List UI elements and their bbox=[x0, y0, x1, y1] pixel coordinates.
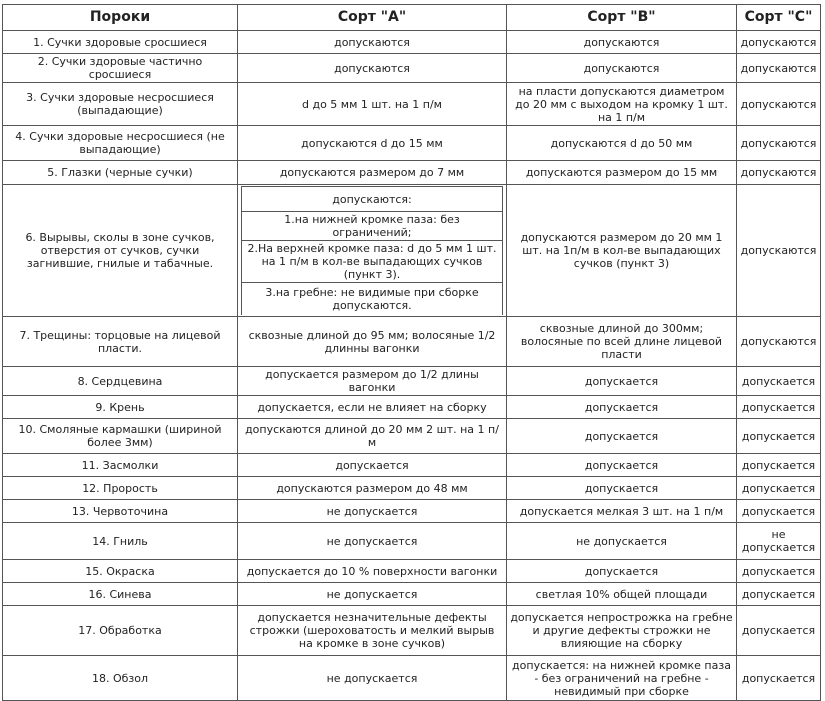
grade-c-value: допускается bbox=[737, 500, 821, 523]
defect-name: 11. Засмолки bbox=[3, 454, 238, 477]
table-row bbox=[3, 500, 821, 523]
grade-a-value: допускаются размером до 48 мм bbox=[238, 477, 507, 500]
grade-b-value: допускается bbox=[507, 560, 737, 583]
defect-name: 2. Сучки здоровые частично сросшиеся bbox=[3, 54, 238, 83]
header-grade-b: Сорт "В" bbox=[507, 5, 737, 31]
grade-b-value: допускается непрострожка на гребне и другие дефекты строжки не влияющие на сборку bbox=[507, 606, 737, 656]
table-row bbox=[3, 583, 821, 606]
defect-name: 3. Сучки здоровые несросшиеся (выпадающие) bbox=[3, 83, 238, 126]
grade-b-value: не допускается bbox=[507, 523, 737, 560]
grade-a-value: не допускается bbox=[238, 500, 507, 523]
grade-b-value: допускаются bbox=[507, 54, 737, 83]
grade-a-value: допускается до 10 % поверхности вагонки bbox=[238, 560, 507, 583]
sublist-item: 2.На верхней кромке паза: d до 5 мм 1 шт. на 1 п/м в кол-ве выпадающих сучков (пункт 3). bbox=[242, 241, 503, 283]
defect-name: 12. Прорость bbox=[3, 477, 238, 500]
grade-c-value: допускается bbox=[737, 477, 821, 500]
table-row bbox=[3, 560, 821, 583]
grade-b-value: сквозные длиной до 300мм; волосяные по всей длине лицевой пласти bbox=[507, 317, 737, 367]
grade-b-value: допускается: на нижней кромке паза - без ограничений на гребне - невидимый при сборке bbox=[507, 656, 737, 701]
grade-c-value: допускается bbox=[737, 454, 821, 477]
table-row bbox=[3, 161, 821, 185]
defect-name: 9. Крень bbox=[3, 396, 238, 419]
grade-a-value: не допускается bbox=[238, 523, 507, 560]
grade-c-value: не допускается bbox=[737, 523, 821, 560]
grade-b-value: допускаются размером до 20 мм 1 шт. на 1п/м в кол-ве выпадающих сучков (пункт 3) bbox=[507, 185, 737, 317]
grade-c-value: допускается bbox=[737, 396, 821, 419]
grade-b-value: на пласти допускаются диаметром до 20 мм с выходом на кромку 1 шт. на 1 п/м bbox=[507, 83, 737, 126]
grade-a-value: допускаются d до 15 мм bbox=[238, 126, 507, 161]
grade-c-value: допускается bbox=[737, 367, 821, 396]
table-row bbox=[3, 185, 821, 317]
grade-a-value: допускается размером до 1/2 длины вагонки bbox=[238, 367, 507, 396]
defect-name: 6. Вырывы, сколы в зоне сучков, отверстия от сучков, сучки загнившие, гнилые и табачные. bbox=[3, 185, 238, 317]
table-row bbox=[3, 606, 821, 656]
table-row bbox=[3, 454, 821, 477]
grade-c-value: допускаются bbox=[737, 317, 821, 367]
header-row bbox=[3, 5, 821, 31]
grade-c-value: допускаются bbox=[737, 185, 821, 317]
table-row bbox=[3, 523, 821, 560]
defect-name: 1. Сучки здоровые сросшиеся bbox=[3, 31, 238, 54]
table-row bbox=[3, 656, 821, 701]
grade-a-sublist bbox=[241, 186, 503, 315]
grade-b-value: допускается bbox=[507, 454, 737, 477]
grade-a-value: допускается незначительные дефекты строжки (шероховатость и мелкий вырыв на кромке в зоне сучков) bbox=[238, 606, 507, 656]
grade-c-value: допускается bbox=[737, 583, 821, 606]
grade-c-value: допускаются bbox=[737, 54, 821, 83]
table-row bbox=[3, 367, 821, 396]
defects-table bbox=[2, 4, 821, 701]
defect-name: 10. Смоляные кармашки (шириной более 3мм) bbox=[3, 419, 238, 454]
grade-b-value: светлая 10% общей площади bbox=[507, 583, 737, 606]
table-row bbox=[3, 126, 821, 161]
grade-b-value: допускается bbox=[507, 367, 737, 396]
grade-c-value: допускается bbox=[737, 419, 821, 454]
grade-b-value: допускается bbox=[507, 396, 737, 419]
grade-a-value: d до 5 мм 1 шт. на 1 п/м bbox=[238, 83, 507, 126]
defect-name: 16. Синева bbox=[3, 583, 238, 606]
defect-name: 17. Обработка bbox=[3, 606, 238, 656]
grade-a-value: сквозные длиной до 95 мм; волосяные 1/2 длинны вагонки bbox=[238, 317, 507, 367]
header-grade-c: Сорт "С" bbox=[737, 5, 821, 31]
defect-name: 13. Червоточина bbox=[3, 500, 238, 523]
sublist-item: 1.на нижней кромке паза: без ограничений; bbox=[242, 212, 503, 241]
header-defects: Пороки bbox=[3, 5, 238, 31]
table-row bbox=[3, 396, 821, 419]
sublist-item: допускаются: bbox=[242, 187, 503, 212]
grade-c-value: допускается bbox=[737, 606, 821, 656]
table-row bbox=[3, 83, 821, 126]
table-row bbox=[3, 317, 821, 367]
defect-name: 4. Сучки здоровые несросшиеся (не выпадающие) bbox=[3, 126, 238, 161]
defect-name: 18. Обзол bbox=[3, 656, 238, 701]
grade-c-value: допускаются bbox=[737, 161, 821, 185]
grade-c-value: допускается bbox=[737, 560, 821, 583]
table-row bbox=[3, 54, 821, 83]
grade-a-value: допускаются длиной до 20 мм 2 шт. на 1 п/м bbox=[238, 419, 507, 454]
grade-b-value: допускаются bbox=[507, 31, 737, 54]
grade-a-value: допускаются bbox=[238, 31, 507, 54]
grade-a-value: допускается bbox=[238, 454, 507, 477]
grade-a-value: допускается, если не влияет на сборку bbox=[238, 396, 507, 419]
table-row bbox=[3, 31, 821, 54]
grade-a-value: допускаются размером до 7 мм bbox=[238, 161, 507, 185]
header-grade-a: Сорт "А" bbox=[238, 5, 507, 31]
grade-b-value: допускается мелкая 3 шт. на 1 п/м bbox=[507, 500, 737, 523]
grade-c-value: допускаются bbox=[737, 126, 821, 161]
grade-c-value: допускается bbox=[737, 656, 821, 701]
grade-b-value: допускаются размером до 15 мм bbox=[507, 161, 737, 185]
grade-b-value: допускается bbox=[507, 419, 737, 454]
grade-c-value: допускаются bbox=[737, 31, 821, 54]
defect-name: 14. Гниль bbox=[3, 523, 238, 560]
table-row bbox=[3, 477, 821, 500]
sublist-item: 3.на гребне: не видимые при сборке допускаются. bbox=[242, 283, 503, 316]
grade-a-value: допускаются bbox=[238, 54, 507, 83]
table-row bbox=[3, 419, 821, 454]
grade-b-value: допускается bbox=[507, 477, 737, 500]
defect-name: 5. Глазки (черные сучки) bbox=[3, 161, 238, 185]
defect-name: 7. Трещины: торцовые на лицевой пласти. bbox=[3, 317, 238, 367]
grade-a-value: не допускается bbox=[238, 583, 507, 606]
grade-a-value bbox=[238, 185, 507, 317]
grade-a-value: не допускается bbox=[238, 656, 507, 701]
grade-c-value: допускаются bbox=[737, 83, 821, 126]
grade-b-value: допускаются d до 50 мм bbox=[507, 126, 737, 161]
defect-name: 8. Сердцевина bbox=[3, 367, 238, 396]
defect-name: 15. Окраска bbox=[3, 560, 238, 583]
